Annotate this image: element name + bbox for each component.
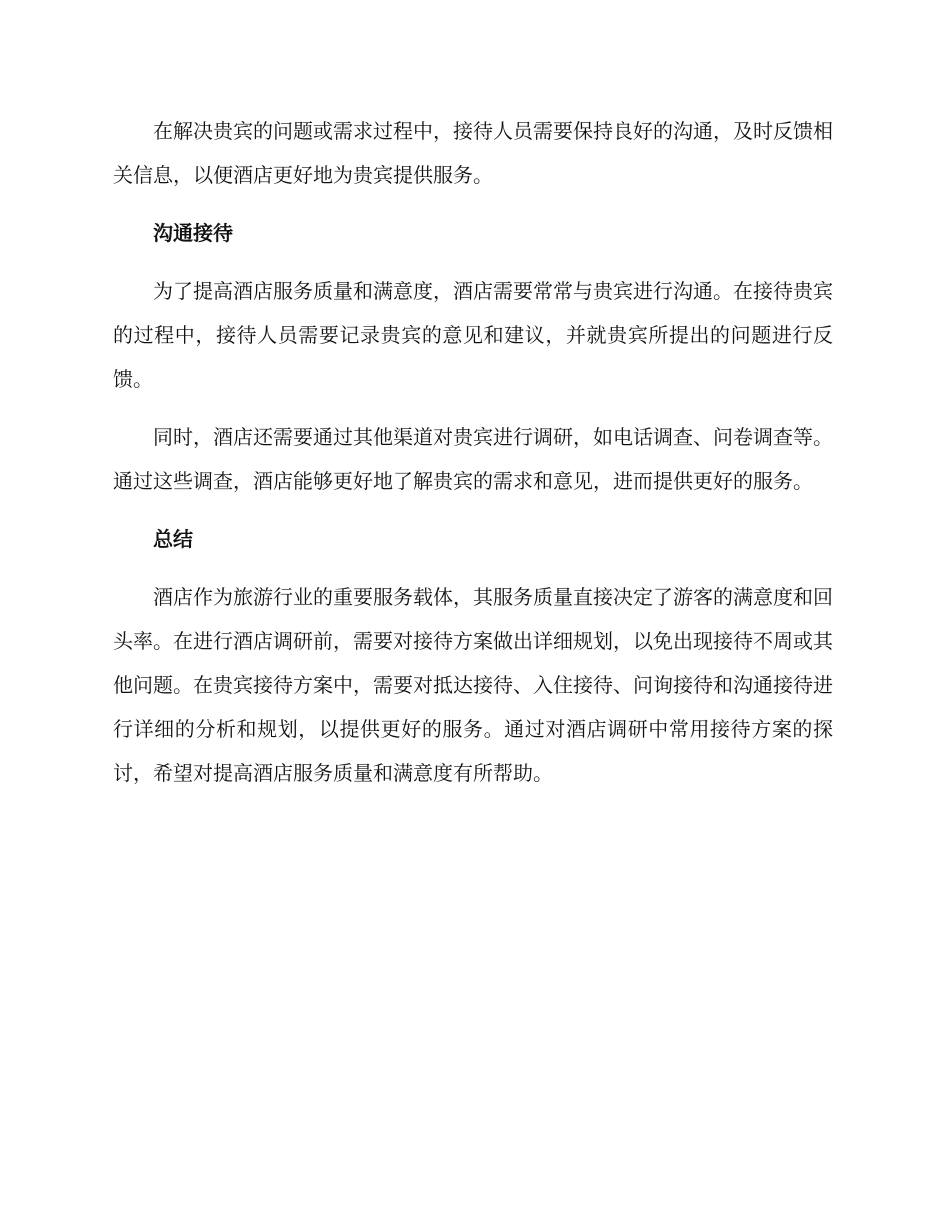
section-heading-summary: 总结 (153, 527, 193, 551)
paragraph-survey: 同时，酒店还需要通过其他渠道对贵宾进行调研，如电话调查、问卷调查等。通过这些调查，酒店能够更好地了解贵宾的需求和意见，进而提供更好的服务。 (113, 425, 833, 493)
paragraph-summary: 酒店作为旅游行业的重要服务载体，其服务质量直接决定了游客的满意度和回头率。在进行酒店调研前，需要对接待方案做出详细规划，以免出现接待不周或其他问题。在贵宾接待方案中，需要对抵达接待、入住接待、问询接待和沟通接待进行详细的分析和规划，以提供更好的服务。通过对酒店调研中常用接待方案的探讨，希望对提高酒店服务质量和满意度有所帮助。 (113, 585, 833, 785)
section-heading-communication: 沟通接待 (153, 221, 233, 245)
paragraph-feedback: 在解决贵宾的问题或需求过程中，接待人员需要保持良好的沟通，及时反馈相关信息，以便酒店更好地为贵宾提供服务。 (113, 119, 833, 187)
document-page (113, 109, 833, 795)
paragraph-communication: 为了提高酒店服务质量和满意度，酒店需要常常与贵宾进行沟通。在接待贵宾的过程中，接待人员需要记录贵宾的意见和建议，并就贵宾所提出的问题进行反馈。 (113, 279, 833, 391)
